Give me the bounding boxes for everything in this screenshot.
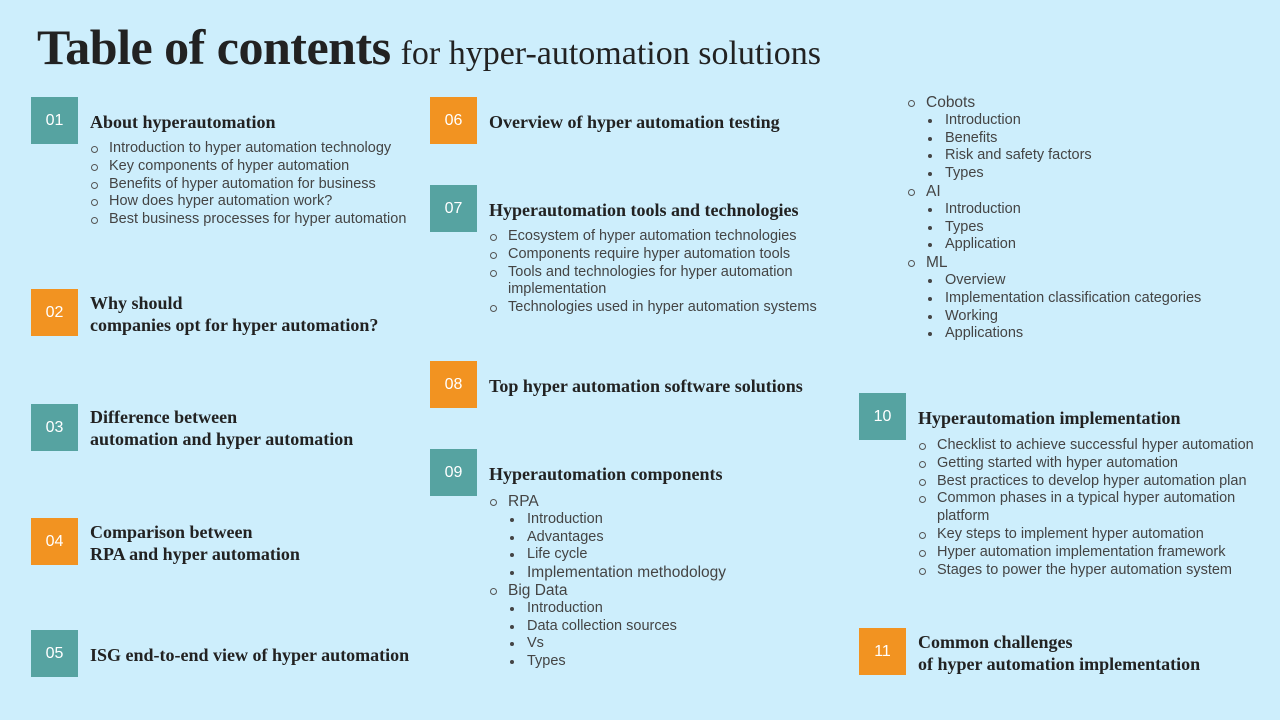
sub-list: [508, 511, 819, 582]
heading-line: About hyperautomation: [90, 112, 276, 132]
section-06-heading[interactable]: [489, 111, 780, 133]
heading-line: of hyper automation implementation: [918, 654, 1201, 674]
group-label: Cobots: [926, 94, 976, 111]
heading-line: ISG end-to-end view of hyper automation: [90, 645, 410, 665]
list-item: Technologies used in hyper automation systems: [489, 299, 834, 317]
sub-list-item: Types: [926, 165, 1247, 183]
list-item: Introduction to hyper automation technology: [90, 140, 420, 158]
section-09-heading[interactable]: [489, 463, 723, 485]
group-label: AI: [926, 182, 941, 200]
list-item: Checklist to achieve successful hyper automation: [918, 437, 1268, 455]
heading-line: Why should: [90, 293, 183, 313]
sub-list-item: Implementation methodology: [508, 564, 819, 582]
section-01-list: [90, 140, 420, 229]
title-sub: for hyper-automation solutions: [400, 35, 822, 72]
list-item: Getting started with hyper automation: [918, 455, 1268, 473]
sub-list-item: Advantages: [508, 529, 819, 547]
sub-list: [508, 600, 819, 671]
sub-list-item: Types: [508, 653, 819, 671]
sub-list-item: Data collection sources: [508, 618, 819, 636]
sub-list-item: Applications: [926, 325, 1247, 343]
list-item: Components require hyper automation tools: [489, 246, 834, 264]
sub-list-item: Introduction: [926, 201, 1247, 219]
heading-line: Hyperautomation implementation: [918, 408, 1181, 428]
sub-list-item: Vs: [508, 635, 819, 653]
list-group: [489, 582, 819, 671]
sub-list-item: Types: [926, 219, 1247, 237]
list-item: Common phases in a typical hyper automation platform: [918, 490, 1268, 526]
section-11-heading[interactable]: [918, 631, 1200, 675]
heading-line: automation and hyper automation: [90, 429, 354, 449]
list-item: Best practices to develop hyper automation plan: [918, 473, 1268, 491]
title-main: Table of contents: [37, 19, 391, 75]
list-item: Key components of hyper automation: [90, 158, 420, 176]
heading-line: RPA and hyper automation: [90, 544, 300, 564]
section-08-heading[interactable]: [489, 375, 803, 397]
list-item: Key steps to implement hyper automation: [918, 526, 1268, 544]
section-10-list: [918, 437, 1268, 579]
list-item: Stages to power the hyper automation system: [918, 562, 1268, 580]
section-02-heading[interactable]: [90, 292, 378, 336]
heading-line: Hyperautomation components: [489, 464, 723, 484]
sub-list: [926, 272, 1247, 343]
heading-line: companies opt for hyper automation?: [90, 315, 379, 335]
heading-line: Common challenges: [918, 632, 1073, 652]
section-07-list: [489, 228, 834, 317]
section-01-number: 01: [31, 97, 78, 144]
section-09-list: [489, 493, 819, 671]
sub-list-item: Risk and safety factors: [926, 147, 1247, 165]
section-01-heading[interactable]: [90, 111, 276, 133]
list-item: How does hyper automation work?: [90, 193, 420, 211]
section-09-number: 09: [430, 449, 477, 496]
sub-list-item: Benefits: [926, 130, 1247, 148]
section-03-number: 03: [31, 404, 78, 451]
section-08-number: 08: [430, 361, 477, 408]
sub-list-item: Implementation classification categories: [926, 290, 1247, 308]
group-label: Big Data: [508, 581, 568, 599]
section-07-heading[interactable]: [489, 199, 799, 221]
list-item: Ecosystem of hyper automation technologies: [489, 228, 834, 246]
sub-list-item: Introduction: [926, 112, 1247, 130]
heading-line: Difference between: [90, 407, 238, 427]
sub-list: [926, 201, 1247, 254]
sub-list-item: Introduction: [508, 511, 819, 529]
section-04-heading[interactable]: [90, 521, 300, 565]
section-02-number: 02: [31, 289, 78, 336]
section-03-heading[interactable]: [90, 406, 353, 450]
section-11-number: 11: [859, 628, 906, 675]
list-group: [907, 183, 1247, 254]
sub-list-item: Application: [926, 236, 1247, 254]
sub-list-item: Life cycle: [508, 546, 819, 564]
sub-list-item: Introduction: [508, 600, 819, 618]
section-05-number: 05: [31, 630, 78, 677]
list-group: [907, 94, 1247, 183]
list-group: [489, 493, 819, 582]
list-item: Tools and technologies for hyper automation implementation: [489, 264, 834, 300]
sub-list-item: Overview: [926, 272, 1247, 290]
page-title: [37, 18, 821, 76]
section-04-number: 04: [31, 518, 78, 565]
heading-line: Hyperautomation tools and technologies: [489, 200, 799, 220]
heading-line: Top hyper automation software solutions: [489, 376, 803, 396]
list-group: [907, 254, 1247, 343]
section-07-number: 07: [430, 185, 477, 232]
heading-line: Overview of hyper automation testing: [489, 112, 780, 132]
list-item: Best business processes for hyper automation: [90, 211, 420, 229]
sub-list: [926, 112, 1247, 183]
list-item: Hyper automation implementation framework: [918, 544, 1268, 562]
list-item: Benefits of hyper automation for business: [90, 176, 420, 194]
section-05-heading[interactable]: [90, 644, 409, 666]
continued-list: [907, 94, 1247, 343]
section-10-number: 10: [859, 393, 906, 440]
section-06-number: 06: [430, 97, 477, 144]
sub-list-item: Working: [926, 308, 1247, 326]
section-10-heading[interactable]: [918, 407, 1181, 429]
heading-line: Comparison between: [90, 522, 253, 542]
group-label: RPA: [508, 493, 539, 510]
group-label: ML: [926, 254, 948, 272]
